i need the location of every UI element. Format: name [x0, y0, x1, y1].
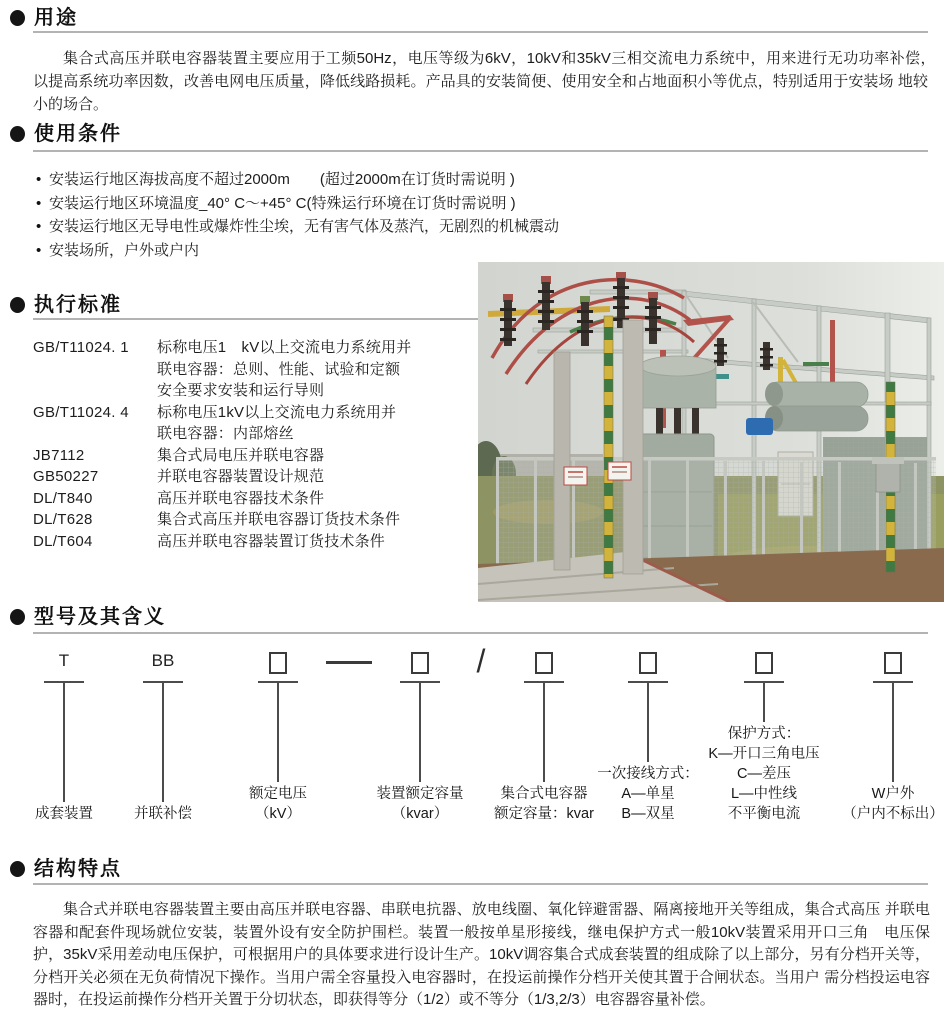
model-title: 型号及其含义: [34, 606, 166, 628]
model-designation-diagram: [0, 643, 950, 830]
purpose-paragraph: 集合式高压并联电容器装置主要应用于工频50Hz，电压等级为6kV，10kV和35kV三相交流电力系统中，用来进行无功功率补偿， 以提高系统功率因数，改善电网电压质量，降低线路损耗。产品具的安装简便、使用安全和占地面积小等优点，特别适用于安装场 地较小的场合。: [33, 50, 944, 113]
model-segment-label-line: 并联补偿: [134, 806, 192, 822]
model-leader-line: [162, 683, 164, 802]
section-bullet-icon: [10, 609, 25, 625]
model-leader-line: [543, 683, 545, 782]
structure-title: 结构特点: [34, 858, 122, 880]
model-segment-label-line: （户内不标出）: [842, 806, 944, 822]
standard-row: [33, 402, 478, 445]
standard-code: DL/T604: [33, 532, 93, 550]
section-bullet-icon: [10, 126, 25, 142]
model-segment-label-line: A—单星: [621, 786, 675, 802]
standard-code: GB/T11024. 1: [33, 339, 129, 356]
standard-description-line: 标称电压1 kV以上交流电力系统用并: [157, 339, 412, 356]
standard-description-line: 高压并联电容器装置订货技术条件: [157, 532, 386, 550]
standard-code: DL/T628: [33, 511, 93, 528]
standard-description-line: 集合式高压并联电容器订货技术条件: [157, 511, 401, 528]
purpose-title: 用途: [34, 7, 78, 29]
standards-title: 执行标准: [34, 294, 122, 316]
section-header-purpose: [10, 5, 78, 31]
standard-description-line: 高压并联电容器技术条件: [157, 489, 325, 507]
model-segment-label-line: 成套装置: [35, 806, 93, 822]
divider: [33, 883, 928, 885]
section-bullet-icon: [10, 297, 25, 313]
model-segment-label: [803, 784, 950, 824]
condition-item: • 安装运行地区海拔高度不超过2000m (超过2000m在订货时需说明 ): [36, 168, 596, 192]
structure-paragraph: 集合式并联电容器装置主要由高压并联电容器、串联电抗器、放电线圈、氧化锌避雷器、隔离接地开关等组成，集合式高压 并联电容器和配套件现场就位安装，装置外设有安全防护围栏。装置一般按单星形接线，继电保护方式一般10kV装置采用开口三角 电压保护，35kV采用差动电压保护，可根据用户的具体要求进行设计生产。10kV调容集合式成套装置的组成除了以上部分，另有分档开关等，分档开关必须在无负荷情况下操作。当用户需全容量投入电容器时，在投运前操作分档开关使其置于合闸状态。当用户 需分档投运电容器时，在投运前操作分档开关置于分切状态，即获得等分（1/2）或不等分（1/3,2/3）电容器容量补偿。: [33, 901, 930, 1008]
divider: [33, 632, 928, 634]
condition-item: • 安装场所，户外或户内: [36, 239, 596, 263]
section-header-conditions: [10, 121, 122, 147]
standard-description: [157, 402, 478, 445]
model-segment-label-line: 装置额定容量: [376, 786, 464, 802]
standard-description-line: 集合式局电压并联电容器: [157, 446, 325, 464]
model-symbol-slash: /: [476, 643, 486, 679]
model-segment-label-line: 一次接线方式：: [597, 766, 699, 782]
model-segment-label-line: 额定电压: [249, 786, 307, 802]
model-symbol-box: [884, 652, 902, 674]
standard-code: GB/T11024. 4: [33, 403, 129, 421]
model-segment-box: [808, 648, 950, 830]
conditions-list: [36, 168, 596, 262]
model-symbol-text: BB: [151, 651, 175, 670]
model-leader-line: [647, 683, 649, 762]
standard-description: [157, 488, 478, 510]
model-segment-label-line: C—差压: [737, 766, 791, 782]
model-segment-label-line: W户外: [871, 786, 915, 802]
standard-description: [157, 509, 478, 531]
standards-table: [33, 337, 478, 552]
standard-code: JB7112: [33, 446, 85, 464]
model-segment-label-line: 不平衡电流: [727, 806, 801, 822]
standard-description: [157, 445, 478, 467]
model-segment-label-line: 集合式电容器: [500, 786, 588, 802]
model-segment-label-line: K—开口三角电压: [708, 746, 820, 762]
standard-description-line: 安全要求安装和运行导则: [157, 382, 325, 399]
condition-item: • 安装运行地区无导电性或爆炸性尘埃，无有害气体及蒸汽，无剧烈的机械震动: [36, 215, 596, 239]
standard-code: GB50227: [33, 468, 99, 485]
model-leader-line: [892, 683, 894, 782]
section-header-standards: [10, 292, 122, 318]
model-segment-label-line: 额定容量：kvar: [494, 806, 594, 822]
standard-row: [33, 466, 478, 488]
standard-description-line: 并联电容器装置设计规范: [157, 468, 325, 485]
section-header-model: [10, 604, 166, 630]
divider: [33, 150, 928, 152]
standard-row: [33, 509, 478, 531]
model-segment-label-line: B—双星: [621, 806, 675, 822]
divider: [33, 31, 928, 33]
substation-photo: [478, 262, 944, 602]
standard-row: [33, 337, 478, 402]
model-leader-line: [763, 683, 765, 722]
standard-row: [33, 445, 478, 467]
model-symbol-box: [755, 652, 773, 674]
section-bullet-icon: [10, 861, 25, 877]
standard-description: [157, 531, 478, 553]
model-symbol-text: T: [58, 651, 70, 670]
model-segment-label-line: L—中性线: [730, 786, 798, 802]
standard-description: [157, 466, 478, 488]
standard-description-line: 标称电压1kV以上交流电力系统用并: [157, 403, 397, 421]
conditions-title: 使用条件: [34, 123, 122, 145]
standard-code: DL/T840: [33, 489, 93, 507]
model-segment-label-line: （kvar）: [391, 806, 449, 822]
standard-row: [33, 488, 478, 510]
model-segment-label-line: （kV）: [255, 806, 301, 822]
section-bullet-icon: [10, 10, 25, 26]
standard-description-line: 联电容器：总则、性能、试验和定额: [157, 360, 401, 378]
condition-item: • 安装运行地区环境温度_40° C～+45° C(特殊运行环境在订货时需说明 ): [36, 192, 596, 216]
model-leader-line: [63, 683, 65, 802]
model-segment-label-line: 保护方式：: [727, 726, 801, 742]
standard-row: [33, 531, 478, 553]
section-header-structure: [10, 856, 122, 882]
standard-description-line: 联电容器：内部熔丝: [157, 425, 294, 442]
model-symbol-box: [535, 652, 553, 674]
model-symbol-box: [639, 652, 657, 674]
standard-description: [157, 337, 478, 402]
